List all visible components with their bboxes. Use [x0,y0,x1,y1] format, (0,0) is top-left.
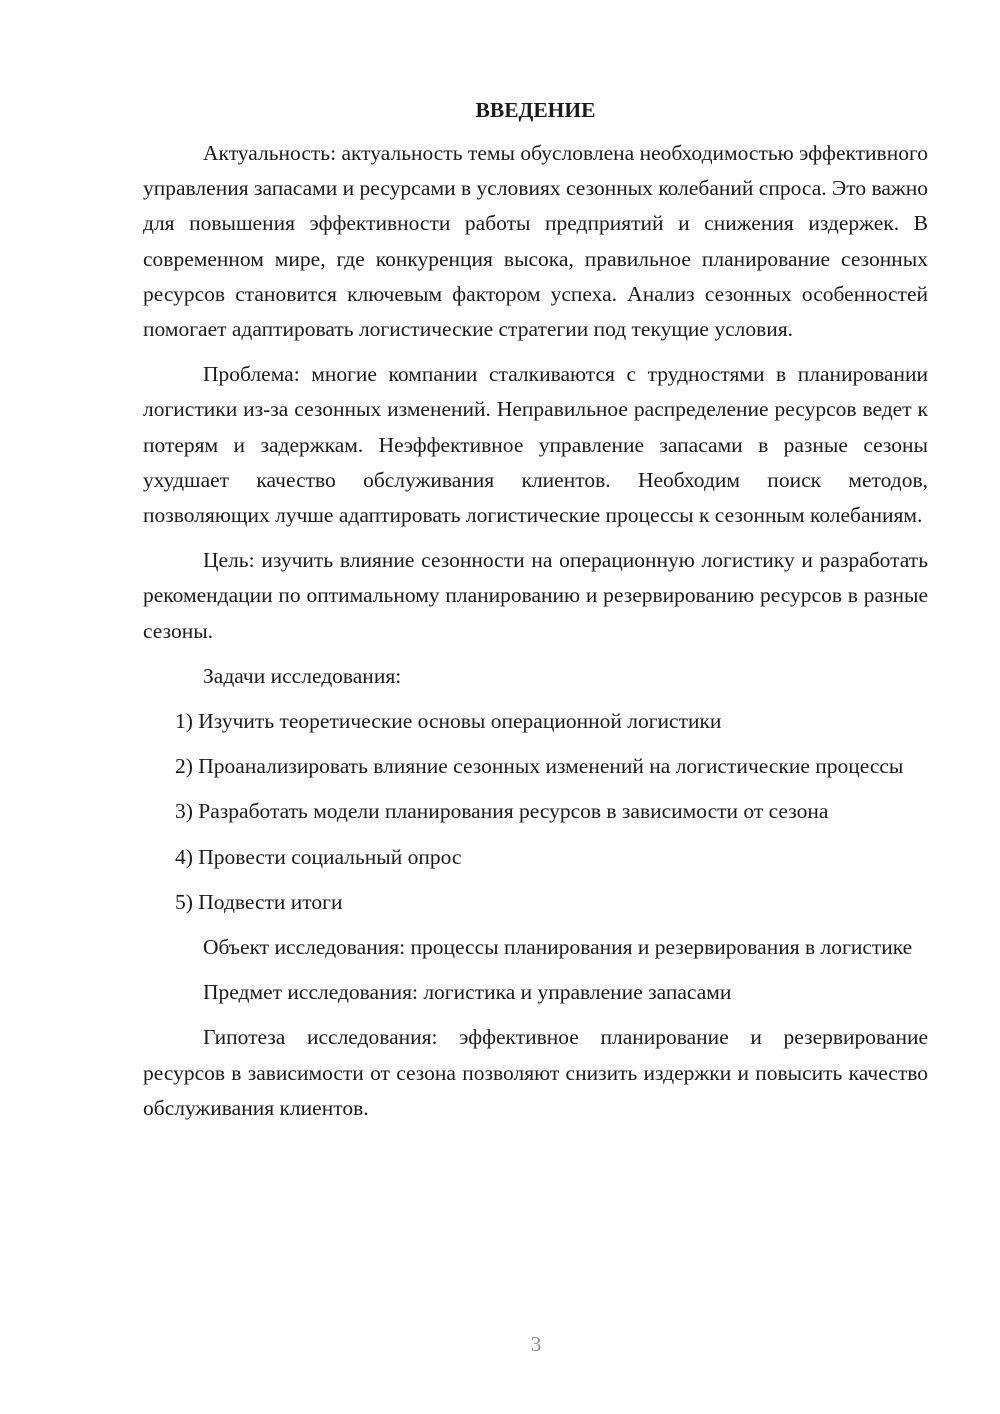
task-item-3: 3) Разработать модели планирования ресурсов в зависимости от сезона [175,799,829,824]
relevance-paragraph: Актуальность: актуальность темы обусловлена необходимостью эффективного управления запасами и ресурсами в условиях сезонных колебаний спроса. Это важно для повышения эффективности работы предприятий и снижения издержек. В современном мире, где конкуренция высока, правильное планирование сезонных ресурсов становится ключевым фактором успеха. Анализ сезонных особенностей помогает адаптировать логистические стратегии под текущие условия. [143,141,928,342]
task-item-5: 5) Подвести итоги [175,889,343,914]
tasks-intro: Задачи исследования: [203,663,402,688]
goal-paragraph: Цель: изучить влияние сезонности на операционную логистику и разработать рекомендации по оптимальному планированию и резервированию ресурсов в разные сезоны. [143,548,928,643]
problem-paragraph: Проблема: многие компании сталкиваются с трудностями в планировании логистики из-за сезонных изменений. Неправильное распределение ресурсов ведет к потерям и задержкам. Неэффективное управление запасами в разные сезоны ухудшает качество обслуживания клиентов. Необходим поиск методов, позволяющих лучше адаптировать логистические процессы к сезонным колебаниям. [143,362,928,528]
task-item-1: 1) Изучить теоретические основы операционной логистики [175,709,722,734]
document-page [143,90,928,1136]
task-item-2: 2) Проанализировать влияние сезонных изменений на логистические процессы [175,754,904,779]
hypothesis-paragraph: Гипотеза исследования: эффективное планирование и резервирование ресурсов в зависимости от сезона позволяют снизить издержки и повысить качество обслуживания клиентов. [143,1025,928,1120]
page-number: 3 [530,1332,542,1356]
task-item-4: 4) Провести социальный опрос [175,844,462,869]
section-heading: ВВЕДЕНИЕ [475,98,596,122]
subject-paragraph: Предмет исследования: логистика и управление запасами [203,980,732,1005]
object-paragraph: Объект исследования: процессы планирования и резервирования в логистике [203,935,913,960]
